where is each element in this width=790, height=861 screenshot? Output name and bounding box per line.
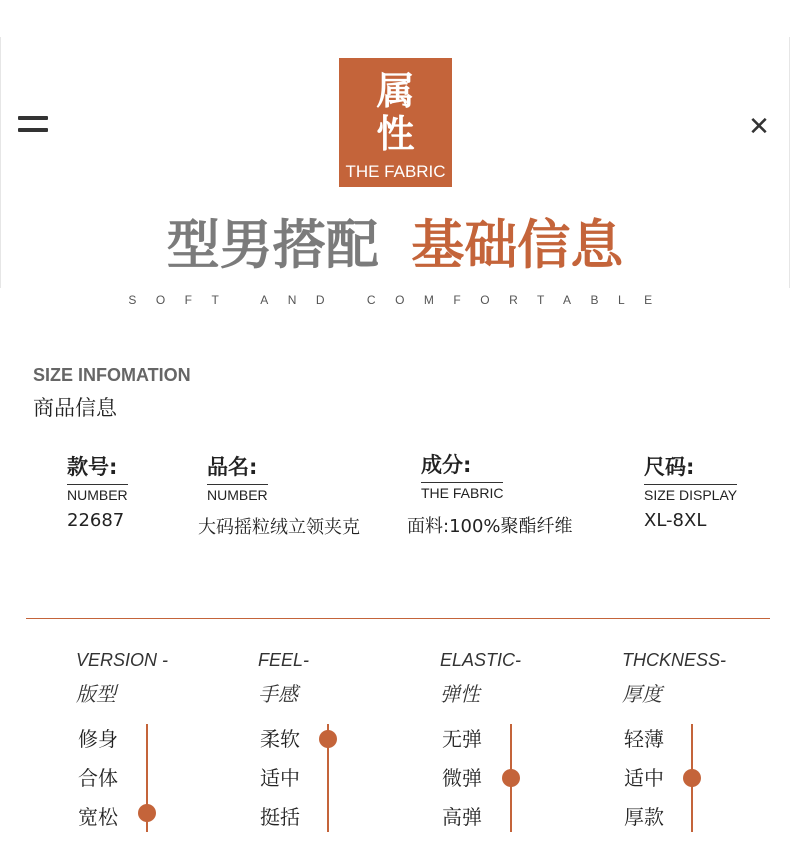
field-label: 成分: <box>421 453 472 477</box>
tagline: SOFT AND COMFORTABLE <box>128 293 672 307</box>
headline-accent: 基础信息 <box>411 215 624 276</box>
badge-subtitle: THE FABRIC <box>345 162 446 181</box>
hamburger-icon[interactable] <box>18 116 48 134</box>
badge-char-2: 性 <box>376 112 415 156</box>
size-info-title-cn: 商品信息 <box>33 396 117 420</box>
attribute-selected-marker <box>502 769 520 787</box>
attribute-option: 宽松 <box>78 805 118 829</box>
fabric-badge <box>339 58 452 187</box>
field-label-en: NUMBER <box>207 484 268 503</box>
attribute-option: 厚款 <box>624 805 664 829</box>
close-icon[interactable]: ✕ <box>748 112 770 142</box>
attribute-option: 修身 <box>78 727 118 751</box>
attribute-option: 柔软 <box>260 727 300 751</box>
attribute-title-en: FEEL- <box>258 650 310 670</box>
field-value: 面料:100%聚酯纤维 <box>407 516 573 537</box>
badge-char-1: 属 <box>376 69 415 113</box>
field-label-en: SIZE DISPLAY <box>644 484 737 503</box>
size-info-title-en: SIZE INFOMATION <box>33 365 191 385</box>
attribute-title-en: THCKNESS- <box>622 650 727 670</box>
section-divider <box>26 618 770 619</box>
headline-grey: 型男搭配 <box>166 215 379 276</box>
field-label: 品名: <box>207 455 258 479</box>
field-value: 22687 <box>67 510 125 531</box>
field-label-en: NUMBER <box>67 484 128 503</box>
attribute-option: 合体 <box>78 766 118 790</box>
attribute-title-en: ELASTIC- <box>440 650 522 670</box>
attribute-selected-marker <box>138 804 156 822</box>
attribute-selected-marker <box>319 730 337 748</box>
attribute-option: 挺括 <box>260 805 300 829</box>
field-label-en: THE FABRIC <box>421 482 503 501</box>
field-label: 款号: <box>67 455 118 479</box>
attribute-title-cn: 厚度 <box>622 682 662 706</box>
attribute-option: 无弹 <box>442 727 482 751</box>
field-label: 尺码: <box>644 455 695 479</box>
attribute-option: 高弹 <box>442 805 482 829</box>
attribute-selected-marker <box>683 769 701 787</box>
attribute-title-cn: 手感 <box>258 682 298 706</box>
attribute-title-en: VERSION - <box>76 650 169 670</box>
field-value: XL-8XL <box>644 510 707 531</box>
field-value: 大码摇粒绒立领夹克 <box>198 517 360 538</box>
attribute-title-cn: 弹性 <box>440 682 480 706</box>
attribute-option: 微弹 <box>442 766 482 790</box>
attribute-option: 适中 <box>624 766 664 790</box>
attribute-option: 轻薄 <box>624 727 664 751</box>
page-headline <box>0 214 790 278</box>
attribute-title-cn: 版型 <box>76 682 116 706</box>
attribute-option: 适中 <box>260 766 300 790</box>
